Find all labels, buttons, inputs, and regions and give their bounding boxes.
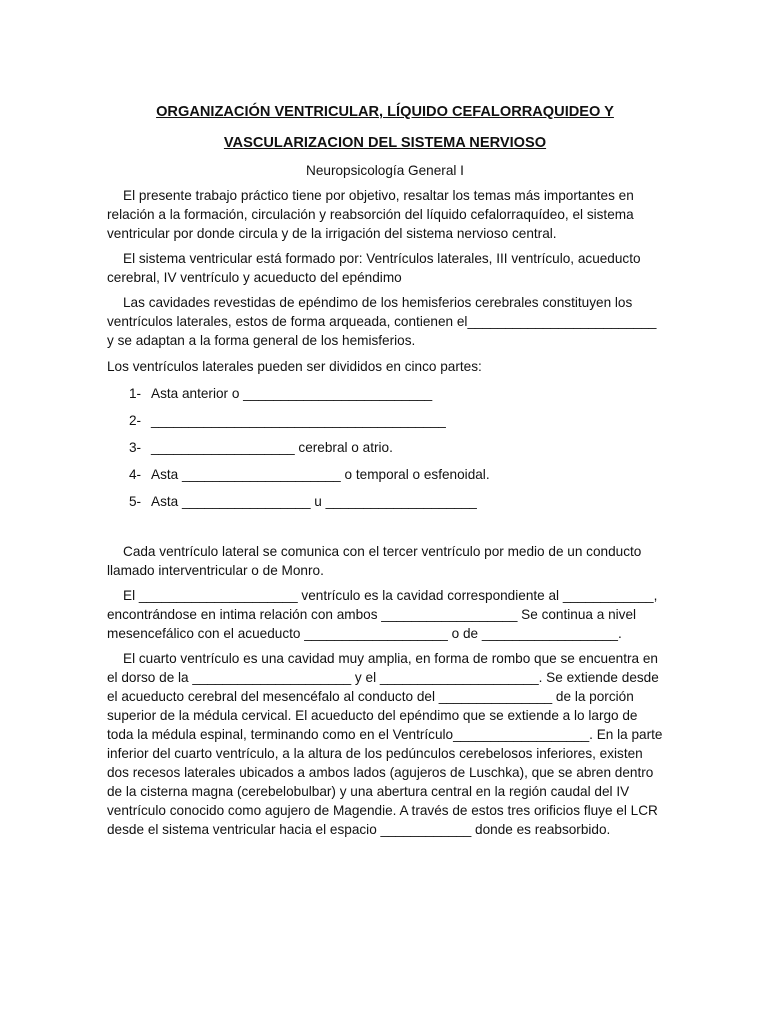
list-item-number: 4-: [129, 467, 142, 482]
list-item-text: Asta anterior o _________________________: [151, 386, 433, 401]
list-item-text: Asta _____________________ o temporal o esfenoidal.: [151, 467, 490, 482]
document-title-line-2: VASCULARIZACION DEL SISTEMA NERVIOSO: [223, 135, 547, 151]
paragraph-ventricular-system: El sistema ventricular está formado por: Ventrículos laterales, III ventrículo, acueducto cerebral, IV ventrículo y acueducto del epéndimo: [107, 251, 641, 285]
paragraph-monro: Cada ventrículo lateral se comunica con el tercer ventrículo por medio de un conducto llamado interventricular o de Monro.: [107, 544, 642, 578]
document-page: [107, 98, 663, 839]
document-subtitle: Neuropsicología General I: [306, 163, 464, 178]
paragraph-fourth-ventricle: El cuarto ventrículo es una cavidad muy amplia, en forma de rombo que se encuentra en el dorso de la _____________________ y el _____________________. Se extiende desde el acueducto cerebral del mesencéfalo al conducto del _______________ de la porción superior de la médula cervical. El acueducto del epéndimo que se extiende a lo largo de toda la médula espinal, terminando como en el Ventrículo__________________. En la parte inferior del cuarto ventrículo, a la altura de los pedúnculos cerebelosos inferiores, existen dos recesos laterales ubicados a ambos lados (agujeros de Luschka), que se abren dentro de la cisterna magna (cerebelobulbar) y una abertura central en la región caudal del IV ventrículo conocido como agujero de Magendie. A través de estos tres orificios fluye el LCR desde el sistema ventricular hacia el espacio ____________ donde es reabsorbido.: [107, 651, 663, 837]
list-item-number: 1-: [129, 386, 142, 401]
list-item: [107, 492, 663, 511]
document-title-line-1: ORGANIZACIÓN VENTRICULAR, LÍQUIDO CEFALORRAQUIDEO Y: [156, 104, 614, 120]
list-item-text: ___________________ cerebral o atrio.: [151, 440, 393, 455]
paragraph-third-ventricle: El _____________________ ventrículo es la cavidad correspondiente al ____________, encontrándose en intima relación con ambos __________________ Se continua a nivel mesencefálico con el acueducto ___________________ o de __________________.: [107, 588, 658, 641]
list-item: [107, 438, 663, 457]
list-item: [107, 384, 663, 403]
parts-list: [107, 384, 663, 511]
list-item: [107, 465, 663, 484]
list-item-number: 2-: [129, 413, 142, 428]
list-item-number: 5-: [129, 494, 142, 509]
paragraph-lateral-ventricles: Las cavidades revestidas de epéndimo de los hemisferios cerebrales constituyen los ventrículos laterales, estos de forma arqueada, contienen el_________________________ y se adaptan a la forma general de los hemisferios.: [107, 295, 657, 348]
list-item-text: Asta _________________ u ____________________: [151, 494, 477, 509]
paragraph-objective: El presente trabajo práctico tiene por objetivo, resaltar los temas más importantes en relación a la formación, circulación y reabsorción del líquido cefalorraquídeo, el sistema ventricular por donde circula y de la irrigación del sistema nervioso central.: [107, 188, 634, 241]
list-item-number: 3-: [129, 440, 142, 455]
list-item-text: _______________________________________: [151, 413, 446, 428]
list-item: [107, 411, 663, 430]
paragraph-five-parts: Los ventrículos laterales pueden ser divididos en cinco partes:: [107, 359, 482, 374]
